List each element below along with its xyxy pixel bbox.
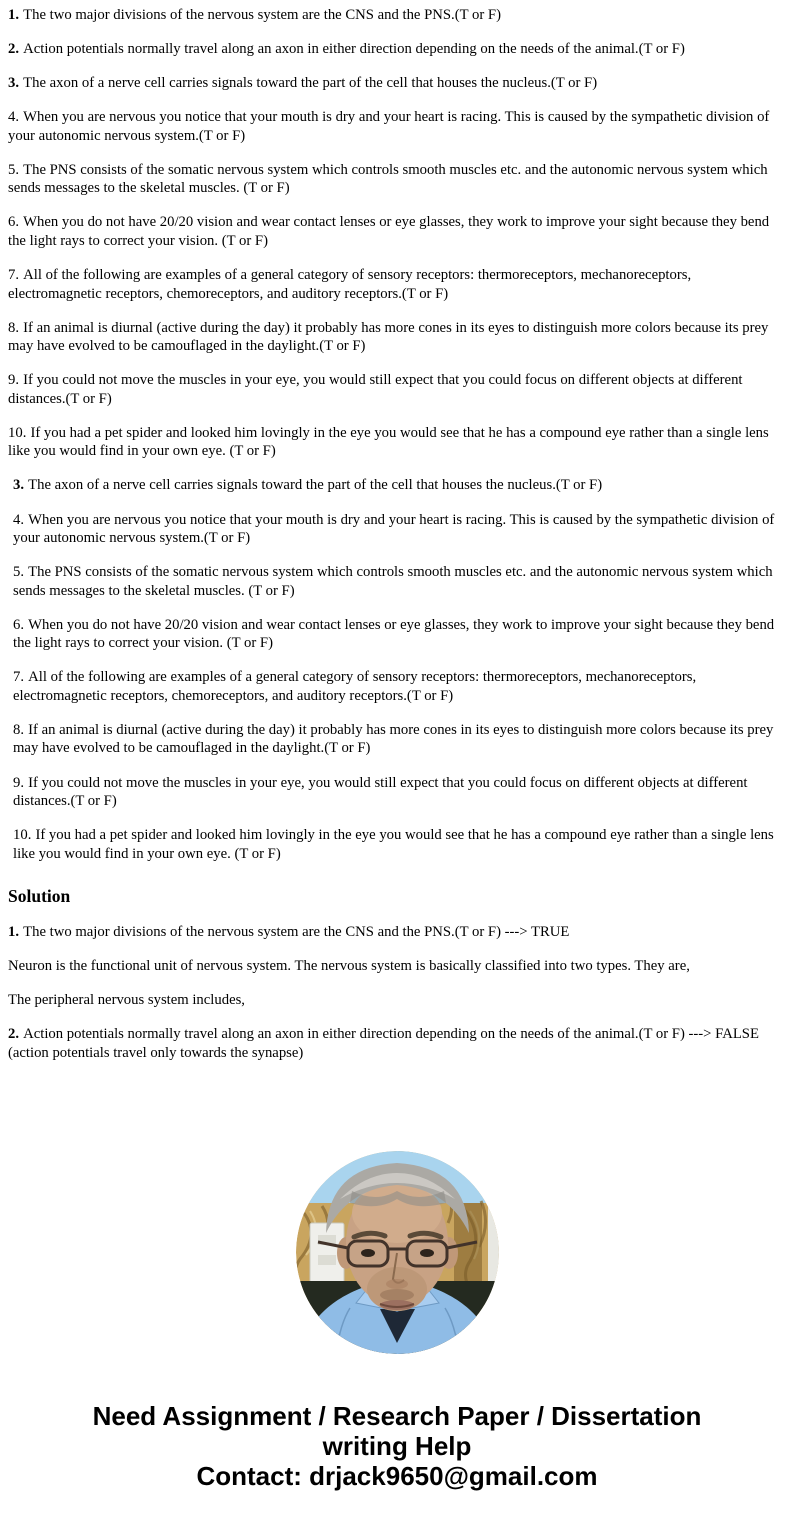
question-text: All of the following are examples of a general category of sensory receptors: thermoreceptors, mechanoreceptors, electromagnetic receptors, chemoreceptors, and auditory receptors.(T or F) <box>13 669 697 704</box>
question-item <box>8 40 786 59</box>
footer-contact-email: Contact: drjack9650@gmail.com <box>196 1461 598 1492</box>
question-item <box>8 371 786 408</box>
question-text: When you are nervous you notice that your mouth is dry and your heart is racing. This is caused by the sympathetic division of your autonomic nervous system.(T or F) <box>13 511 775 547</box>
question-number: 4. <box>13 511 25 528</box>
question-item <box>13 774 781 811</box>
solution-note: Neuron is the functional unit of nervous system. The nervous system is basically classified into two types. They are, <box>8 958 690 975</box>
question-text: All of the following are examples of a general category of sensory receptors: thermoreceptors, mechanoreceptors, electromagnetic receptors, chemoreceptors, and auditory receptors.(T or F) <box>8 267 692 302</box>
question-number: 7. <box>8 267 20 284</box>
question-text: If you could not move the muscles in your eye, you would still expect that you could focus on different objects at different distances.(T or F) <box>8 372 743 407</box>
question-text: If an animal is diurnal (active during the day) it probably has more cones in its eyes to distinguish more colors because its prey may have evolved to be camouflaged in the daylight.(T or F) <box>13 721 774 757</box>
question-number: 4. <box>8 109 20 126</box>
mustache-shadow <box>380 1289 414 1301</box>
question-text: If you had a pet spider and looked him lovingly in the eye you would see that he has a compound eye rather than a single lens like you would find in your own eye. (T or F) <box>8 424 769 460</box>
question-number: 7. <box>13 669 25 686</box>
footer-ad-line1: Need Assignment / Research Paper / Dissertation <box>92 1401 702 1432</box>
question-item <box>8 424 786 461</box>
question-text: When you do not have 20/20 vision and wear contact lenses or eye glasses, they work to improve your sight because they bend the light rays to correct your vision. (T or F) <box>13 616 775 652</box>
instructor-photo <box>296 1151 499 1354</box>
question-text: When you do not have 20/20 vision and wear contact lenses or eye glasses, they work to improve your sight because they bend the light rays to correct your vision. (T or F) <box>8 214 770 249</box>
solution-item-text: Action potentials normally travel along an axon in either direction depending on the needs of the animal.(T or F) ---> FALSE (action potentials travel only towards the synapse) <box>8 1026 759 1061</box>
question-text: If you could not move the muscles in your eye, you would still expect that you could focus on different objects at different distances.(T or F) <box>13 774 748 809</box>
solution-note: The peripheral nervous system includes, <box>8 992 245 1009</box>
question-text: The PNS consists of the somatic nervous system which controls smooth muscles etc. and the autonomic nervous system which sends messages to the skeletal muscles. (T or F) <box>13 564 773 599</box>
question-item <box>13 563 781 600</box>
question-item <box>8 161 786 198</box>
solution-item-number: 2. <box>8 1026 20 1043</box>
question-number: 2. <box>8 41 20 58</box>
question-set-2 <box>8 476 786 863</box>
question-number: 3. <box>13 477 25 494</box>
question-item <box>8 213 786 250</box>
question-number: 9. <box>8 372 20 389</box>
question-text: Action potentials normally travel along an axon in either direction depending on the needs of the animal.(T or F) <box>23 41 685 58</box>
solution-heading: Solution <box>8 886 71 907</box>
question-number: 8. <box>13 721 25 738</box>
solution-item-number: 1. <box>8 924 20 941</box>
mouth <box>380 1300 414 1310</box>
question-text: The axon of a nerve cell carries signals toward the part of the cell that houses the nucleus.(T or F) <box>23 75 598 92</box>
question-number: 5. <box>8 161 20 178</box>
footer-ad <box>8 1401 786 1491</box>
question-number: 8. <box>8 319 20 336</box>
question-item <box>13 616 781 653</box>
solution-item-text: The two major divisions of the nervous system are the CNS and the PNS.(T or F) ---> TRUE <box>23 924 570 941</box>
question-text: The PNS consists of the somatic nervous system which controls smooth muscles etc. and the autonomic nervous system which sends messages to the skeletal muscles. (T or F) <box>8 161 768 197</box>
question-number: 9. <box>13 774 25 791</box>
eye-right <box>420 1249 434 1257</box>
question-text: The axon of a nerve cell carries signals toward the part of the cell that houses the nucleus.(T or F) <box>28 477 603 494</box>
question-text: The two major divisions of the nervous system are the CNS and the PNS.(T or F) <box>23 7 501 23</box>
instructor-photo-graphic <box>296 1151 499 1354</box>
question-item <box>13 668 781 705</box>
wall-panel <box>454 1203 482 1293</box>
footer-ad-line2: writing Help <box>322 1431 472 1462</box>
question-item <box>8 74 786 93</box>
solution-item <box>8 923 786 942</box>
question-item <box>8 319 786 356</box>
question-set-1 <box>8 6 786 461</box>
question-number: 10. <box>8 424 27 441</box>
question-number: 6. <box>13 616 25 633</box>
question-item <box>13 826 781 863</box>
solution-section <box>8 885 786 1062</box>
question-text: If you had a pet spider and looked him lovingly in the eye you would see that he has a compound eye rather than a single lens like you would find in your own eye. (T or F) <box>13 827 774 862</box>
question-number: 5. <box>13 564 25 581</box>
question-text: When you are nervous you notice that your mouth is dry and your heart is racing. This is caused by the sympathetic division of your autonomic nervous system.(T or F) <box>8 109 770 144</box>
question-number: 6. <box>8 214 20 231</box>
question-item <box>8 266 786 303</box>
question-item <box>8 108 786 145</box>
question-text: If an animal is diurnal (active during the day) it probably has more cones in its eyes to distinguish more colors because its prey may have evolved to be camouflaged in the daylight.(T or F) <box>8 319 769 355</box>
eye-left <box>361 1249 375 1257</box>
question-number: 1. <box>8 7 20 23</box>
solution-item <box>8 1025 786 1062</box>
question-item <box>8 6 786 25</box>
question-number: 10. <box>13 827 32 844</box>
question-item <box>13 476 781 495</box>
question-item <box>13 721 781 758</box>
question-number: 3. <box>8 75 20 92</box>
question-item <box>13 511 781 548</box>
